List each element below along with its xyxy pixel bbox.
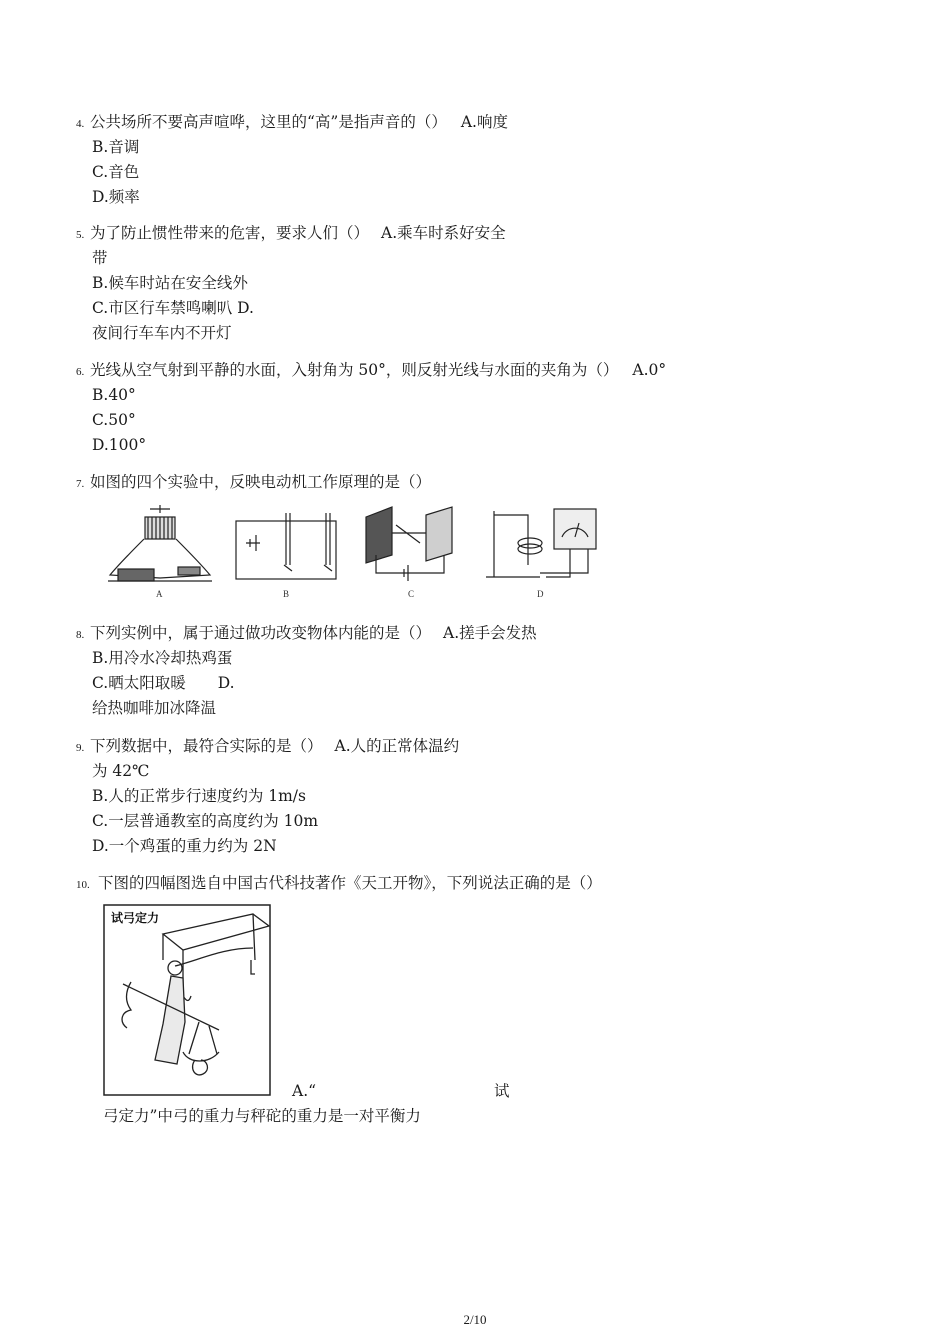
figure-title: 试弓定力 xyxy=(111,911,160,925)
figure-title-block xyxy=(111,910,159,925)
figure-label-d: D xyxy=(537,589,544,599)
question-8-option-c: C.晒太阳取暖 D. xyxy=(92,674,235,692)
question-10-option-a-word: 试 xyxy=(494,1082,510,1100)
question-4-stem: 4. 公共场所不要高声喧哗，这里的“高”是指声音的（） A.响度 xyxy=(76,113,508,131)
experiment-b-illustration xyxy=(236,513,336,579)
question-4-option-a: A.响度 xyxy=(460,113,508,131)
figure-label-c: C xyxy=(408,589,415,599)
question-5-option-b: B.候车时站在安全线外 xyxy=(92,274,248,292)
question-8-option-d: D. xyxy=(217,674,235,692)
experiment-a-illustration xyxy=(108,505,212,581)
question-9-option-b: B.人的正常步行速度约为 1m/s xyxy=(92,787,306,805)
question-4-option-b: B.音调 xyxy=(92,138,140,156)
question-10-option-a-cont: 弓定力”中弓的重力与秤砣的重力是一对平衡力 xyxy=(103,1107,421,1125)
question-6-option-d: D.100° xyxy=(92,436,147,454)
question-4-option-d: D.频率 xyxy=(92,188,140,206)
question-10-stem: 10. 下图的四幅图选自中国古代科技著作《天工开物》，下列说法正确的是（） xyxy=(76,874,602,892)
question-6-option-a: A.0° xyxy=(632,361,667,379)
question-8-stem: 8. 下列实例中，属于通过做功改变物体内能的是（） A.搓手会发热 xyxy=(76,624,537,642)
question-9-option-d: D.一个鸡蛋的重力约为 2N xyxy=(92,837,277,855)
question-5-option-a-cont: 带 xyxy=(92,249,108,267)
question-9-option-c: C.一层普通教室的高度约为 10m xyxy=(92,812,319,830)
question-9-stem: 9. 下列数据中，最符合实际的是（） A.人的正常体温约 xyxy=(76,737,460,755)
question-9-option-a-cont: 为 42℃ xyxy=(92,762,150,780)
question-8-option-a: A.搓手会发热 xyxy=(443,624,537,642)
question-9-option-a: A.人的正常体温约 xyxy=(334,737,460,755)
question-6-stem: 6. 光线从空气射到平静的水面，入射角为 50°，则反射光线与水面的夹角为（） A.0° xyxy=(76,361,667,379)
question-5-option-c: C.市区行车禁鸣喇叭 D. xyxy=(92,299,254,317)
question-10-figure xyxy=(103,904,271,1096)
question-5-stem: 5. 为了防止惯性带来的危害，要求人们（） A.乘车时系好安全 xyxy=(76,224,506,242)
figure-label-a: A xyxy=(156,589,163,599)
question-5-option-d: 夜间行车车内不开灯 xyxy=(92,324,232,342)
experiment-d-illustration xyxy=(486,509,596,577)
question-8-option-b: B.用冷水冷却热鸡蛋 xyxy=(92,649,233,667)
question-6-option-b: B.40° xyxy=(92,386,136,404)
question-7-stem: 7. 如图的四个实验中，反映电动机工作原理的是（） xyxy=(76,473,432,491)
figure-label-b: B xyxy=(283,589,290,599)
question-4-option-c: C.音色 xyxy=(92,163,140,181)
page-number: 2/10 xyxy=(463,1312,487,1327)
experiment-c-illustration xyxy=(366,507,452,581)
question-6-option-c: C.50° xyxy=(92,411,136,429)
question-5-option-a: A.乘车时系好安全 xyxy=(381,224,506,242)
question-8-option-d-cont: 给热咖啡加冰降温 xyxy=(92,699,217,717)
question-10-option-a: A.“ xyxy=(292,1082,317,1100)
question-7-figure xyxy=(100,503,600,601)
